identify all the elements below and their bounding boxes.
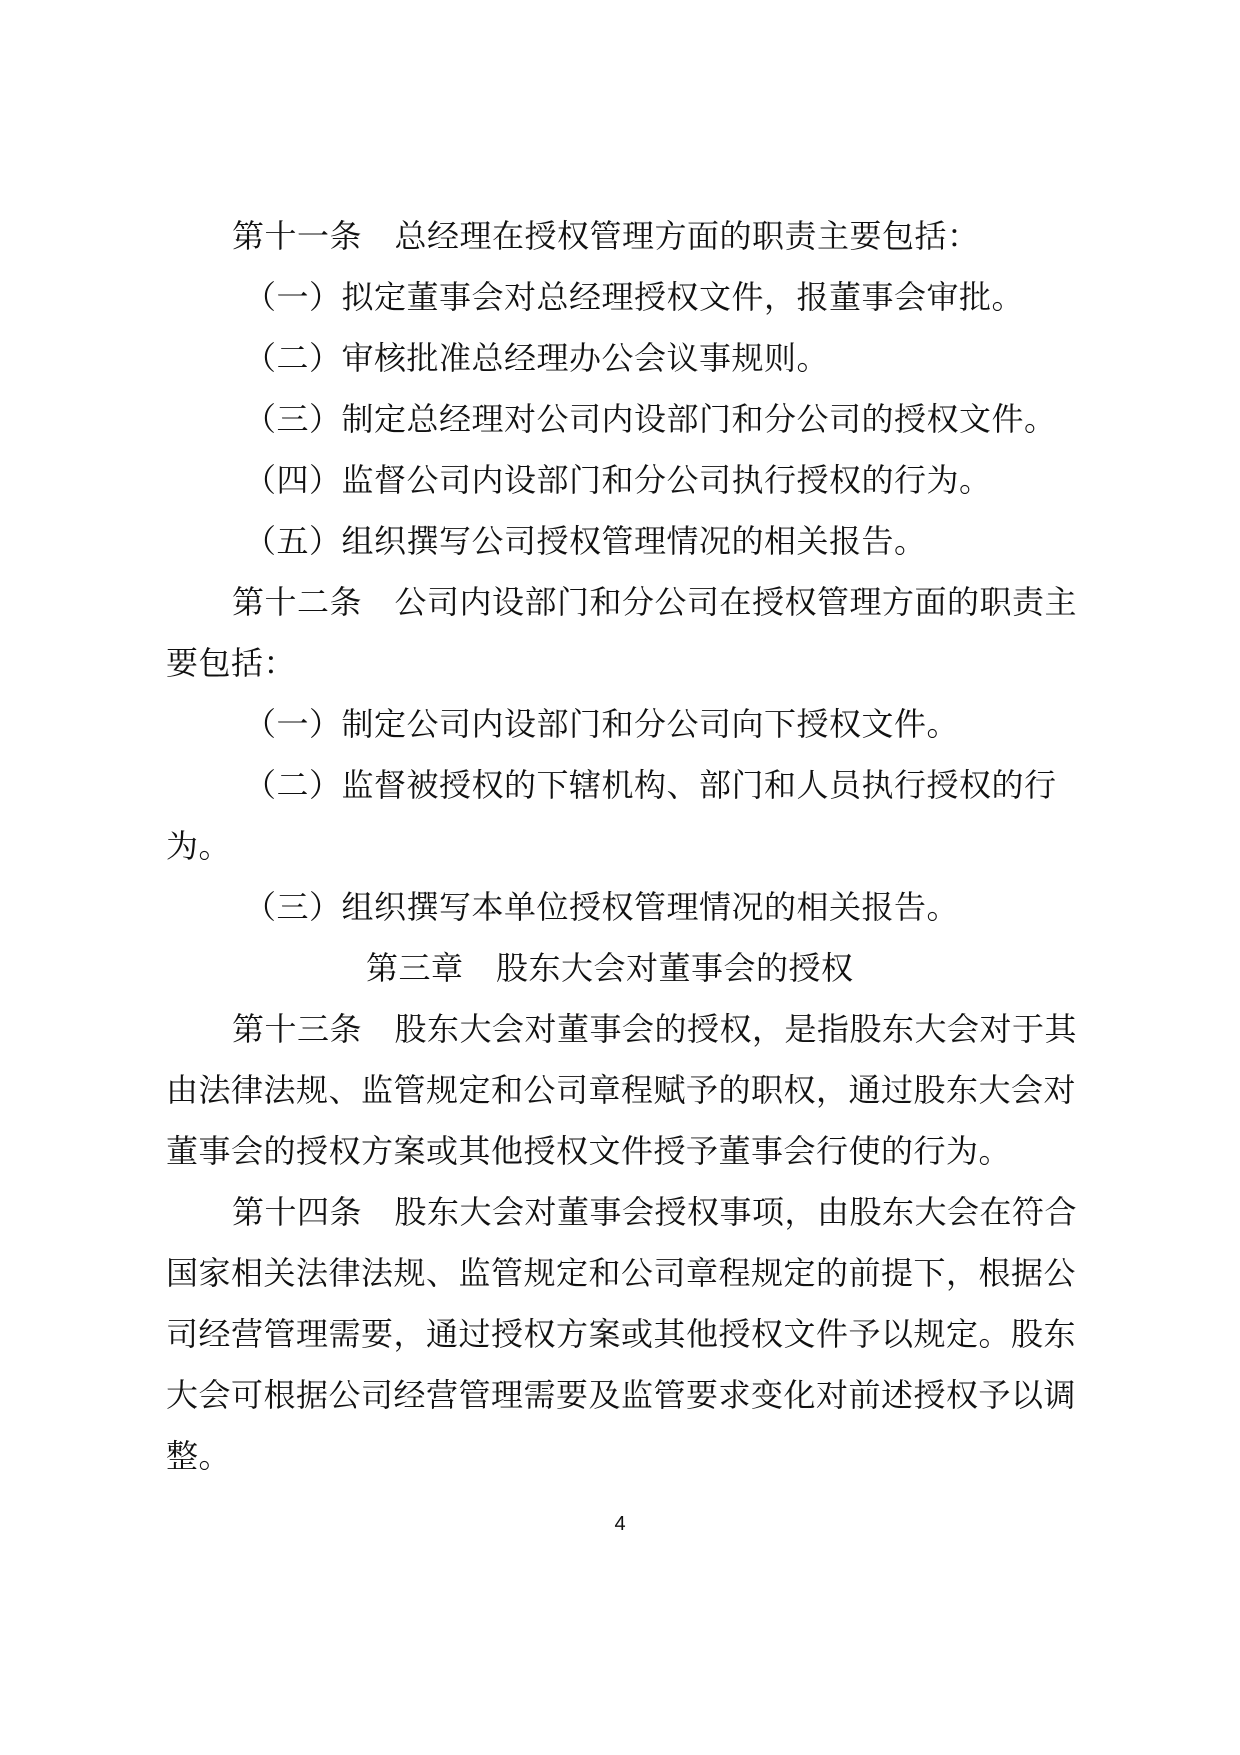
article-11-item-2: （二）审核批准总经理办公会议事规则。 — [244, 339, 830, 377]
article-14: 第十四条 股东大会对董事会授权事项，由股东大会在符合国家相关法律法规、监管规定和公司章程规定的前提下，根据公司经营管理需要，通过授权方案或其他授权文件予以规定。股东大会可根据公司经营管理需要及监管要求变化对前述授权予以调整。 — [166, 1193, 1078, 1475]
chapter-title: 第三章 股东大会对董事会的授权 — [366, 949, 854, 987]
document-body — [166, 206, 1082, 1487]
article-11-heading: 第十一条 总经理在授权管理方面的职责主要包括： — [232, 217, 980, 255]
article-11-item-1: （一）拟定董事会对总经理授权文件，报董事会审批。 — [244, 278, 1025, 316]
article-11-item-5: （五）组织撰写公司授权管理情况的相关报告。 — [244, 522, 927, 560]
page-number: 4 — [614, 1513, 626, 1535]
article-12-item-3: （三）组织撰写本单位授权管理情况的相关报告。 — [244, 888, 960, 926]
article-12-heading: 第十二条 公司内设部门和分公司在授权管理方面的职责主要包括： — [166, 583, 1078, 682]
article-12-item-1: （一）制定公司内设部门和分公司向下授权文件。 — [244, 705, 960, 743]
article-12-item-2: （二）监督被授权的下辖机构、部门和人员执行授权的行为。 — [166, 766, 1057, 865]
article-11-item-4: （四）监督公司内设部门和分公司执行授权的行为。 — [244, 461, 992, 499]
article-13: 第十三条 股东大会对董事会的授权，是指股东大会对于其由法律法规、监管规定和公司章程赋予的职权，通过股东大会对董事会的授权方案或其他授权文件授予董事会行使的行为。 — [166, 1010, 1078, 1170]
article-11-item-3: （三）制定总经理对公司内设部门和分公司的授权文件。 — [244, 400, 1057, 438]
